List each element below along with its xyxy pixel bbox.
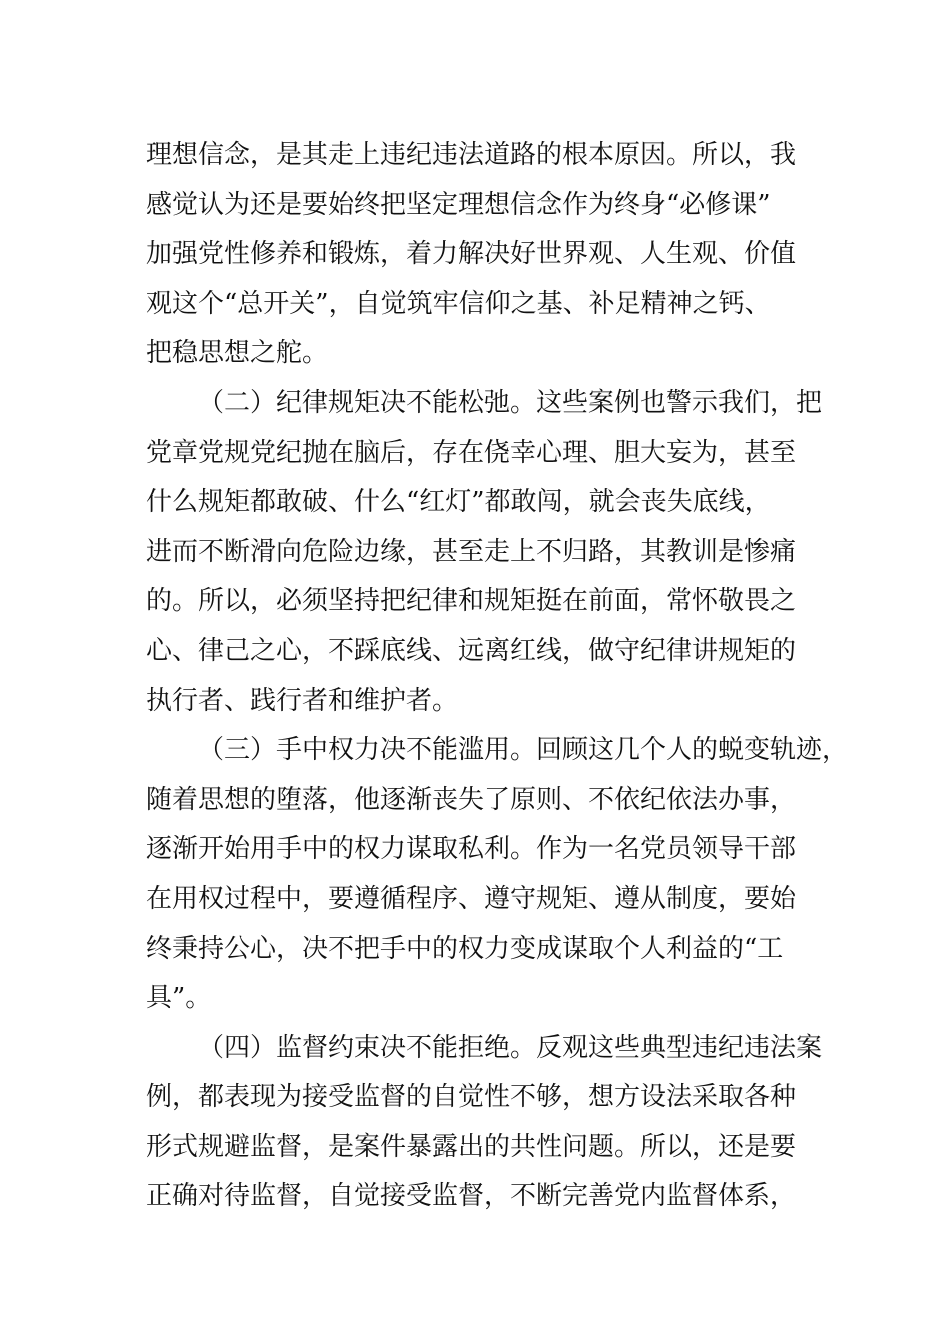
text-line: 理想信念，是其走上违纪违法道路的根本原因。所以，我 (146, 140, 797, 170)
section-heading-line: （四）监督约束决不能拒绝。反观这些典型违纪违法案 (198, 1032, 823, 1063)
text-line: 感觉认为还是要始终把坚定理想信念作为终身“必修课” (146, 189, 771, 220)
text-line: 随着思想的堕落，他逐渐丧失了原则、不依纪依法办事， (146, 784, 797, 815)
text-line: 把稳思想之舵。 (146, 338, 329, 369)
text-line: 观这个“总开关”，自觉筑牢信仰之基、补足精神之钙、 (146, 288, 771, 319)
text-line: 例，都表现为接受监督的自觉性不够，想方设法采取各种 (146, 1082, 797, 1113)
text-line: 进而不断滑向危险边缘，甚至走上不归路，其教训是惨痛 (146, 536, 797, 567)
text-line: 在用权过程中，要遵循程序、遵守规矩、遵从制度，要始 (146, 883, 797, 914)
text-line: 党章党规党纪抛在脑后，存在侥幸心理、胆大妄为，甚至 (146, 437, 797, 468)
body-text (146, 131, 849, 1222)
text-line: 心、律己之心，不踩底线、远离红线，做守纪律讲规矩的 (146, 635, 797, 666)
text-line: 终秉持公心，决不把手中的权力变成谋取个人利益的“工 (146, 933, 784, 964)
section-heading-line: （三）手中权力决不能滥用。回顾这几个人的蜕变轨迹， (198, 735, 849, 766)
text-line: 逐渐开始用手中的权力谋取私利。作为一名党员领导干部 (146, 834, 797, 865)
text-line: 什么规矩都敢破、什么“红灯”都敢闯，就会丧失底线， (146, 487, 771, 518)
text-line: 形式规避监督，是案件暴露出的共性问题。所以，还是要 (146, 1131, 797, 1162)
text-line: 的。所以，必须坚持把纪律和规矩挺在前面，常怀敬畏之 (146, 586, 797, 617)
text-line: 具”。 (146, 983, 212, 1014)
text-line: 正确对待监督，自觉接受监督，不断完善党内监督体系， (146, 1181, 797, 1212)
text-line: 执行者、践行者和维护者。 (146, 685, 459, 716)
section-heading-line: （二）纪律规矩决不能松弛。这些案例也警示我们，把 (198, 387, 823, 418)
text-line: 加强党性修养和锻炼，着力解决好世界观、人生观、价值 (146, 239, 797, 270)
